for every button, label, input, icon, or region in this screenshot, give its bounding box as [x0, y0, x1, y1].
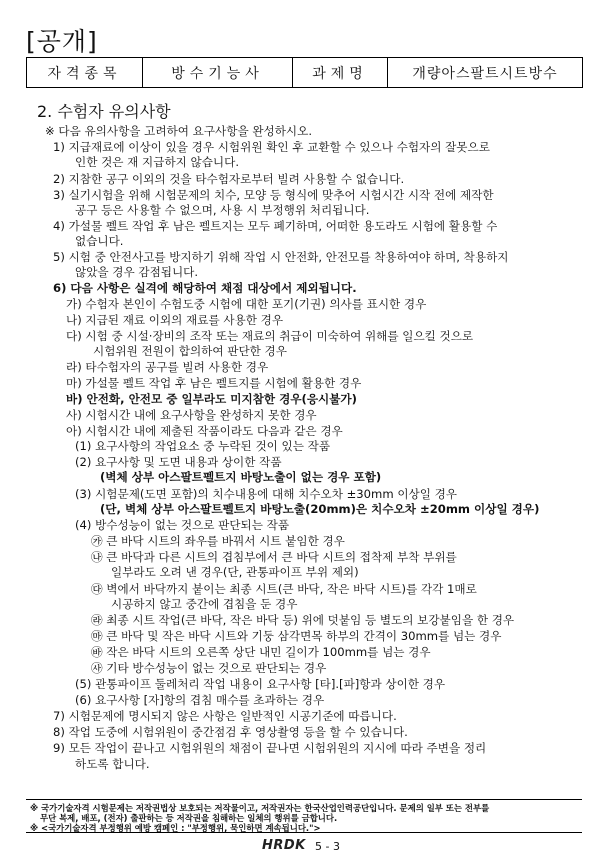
- instruction-line: ㉯ 큰 바닥과 다른 시트의 겹침부에서 큰 바닥 시트의 접착제 부착 부위를: [91, 550, 457, 564]
- task-value: 개량아스팔트시트방수: [388, 58, 583, 88]
- campaign-line: ※ <국가기술자격 부정행위 예방 캠페인 : "부정행위, 묵인하면 계속됩니다.">: [30, 823, 321, 833]
- instruction-line: 공구 등은 사용할 수 없으며, 사용 시 부정행위 처리됩니다.: [75, 203, 370, 217]
- instruction-line: ㉰ 벽에서 바닥까지 붙이는 최종 시트(큰 바닥, 작은 바닥 시트)를 각각 1매로: [91, 582, 477, 596]
- instruction-line: 7) 시험문제에 명시되지 않은 사항은 일반적인 시공기준에 따릅니다.: [53, 709, 397, 723]
- instruction-line: 인한 것은 재 지급하지 않습니다.: [75, 155, 240, 169]
- page-number: 5 - 3: [315, 840, 340, 853]
- instruction-line: 일부라도 오려 낸 경우(단, 관통파이프 부위 제외): [111, 565, 359, 579]
- public-badge: [공개]: [26, 27, 98, 56]
- qualification-value: 방수기능사: [143, 58, 293, 88]
- instruction-line: (6) 요구사항 [자]항의 겹침 매수를 초과하는 경우: [75, 693, 325, 707]
- instruction-line: 8) 작업 도중에 시험위원이 중간점검 후 영상촬영 등을 할 수 있습니다.: [53, 725, 408, 739]
- qualification-label: 자격종목: [27, 58, 143, 88]
- instruction-line: 없습니다.: [75, 234, 124, 248]
- instruction-line: ㉴ 기타 방수성능이 없는 것으로 판단되는 경우: [91, 661, 327, 675]
- instruction-line: 가) 수험자 본인이 수험도중 시험에 대한 포기(기권) 의사를 표시한 경우: [66, 297, 427, 311]
- instruction-line: (벽체 상부 아스팔트펠트지 바탕노출이 없는 경우 포함): [100, 470, 382, 484]
- instruction-line: 아) 시험시간 내에 제출된 작품이라도 다음과 같은 경우: [66, 424, 343, 438]
- instruction-line: (2) 요구사항 및 도면 내용과 상이한 작품: [75, 455, 282, 469]
- instruction-line: 3) 실기시험을 위해 시험문제의 치수, 모양 등 형식에 맞추어 시험시간 시작 전에 제작한: [53, 188, 494, 202]
- instruction-line: 2) 지참한 공구 이외의 것을 타수험자로부터 빌려 사용할 수 없습니다.: [53, 172, 405, 186]
- instruction-line: 바) 안전화, 안전모 중 일부라도 미지참한 경우(응시불가): [66, 392, 357, 406]
- instruction-line: ㉳ 작은 바닥 시트의 오른쪽 상단 내민 길이가 100mm를 넘는 경우: [91, 645, 431, 659]
- instruction-line: ※ 다음 유의사항을 고려하여 요구사항을 완성하시오.: [45, 124, 313, 138]
- instruction-line: 마) 가설물 펠트 작업 후 남은 펠트지를 시험에 활용한 경우: [66, 376, 362, 390]
- instruction-line: (3) 시험문제(도면 포함)의 치수내용에 대해 치수오차 ±30mm 이상일 경우: [75, 487, 457, 501]
- instruction-line: 하도록 합니다.: [75, 757, 150, 771]
- instruction-line: 1) 지급재료에 이상이 있을 경우 시험위원 확인 후 교환할 수 있으나 수험자의 잘못으로: [53, 140, 490, 154]
- copyright-line: 무단 복제, 배포, (전자) 출판하는 등 저작권을 침해하는 일체의 행위를 금합니다.: [40, 813, 338, 823]
- instruction-line: 라) 타수험자의 공구를 빌려 사용한 경우: [66, 360, 269, 374]
- instruction-line: 나) 지급된 재료 이외의 재료를 사용한 경우: [66, 313, 284, 327]
- instruction-line: 9) 모든 작업이 끝나고 시험위원의 채점이 끝나면 시험위원의 지시에 따라 주변을 정리: [53, 741, 487, 755]
- copyright-notice: [26, 799, 582, 833]
- instruction-line: ㉱ 최종 시트 작업(큰 바닥, 작은 바닥 등) 위에 덧붙임 등 별도의 보강붙임을 한 경우: [91, 613, 515, 627]
- instruction-line: 시공하지 않고 중간에 겹침을 둔 경우: [111, 597, 298, 611]
- instruction-line: 않았을 경우 감점됩니다.: [75, 265, 199, 279]
- instruction-line: 6) 다음 사항은 실격에 해당하여 채점 대상에서 제외됩니다.: [53, 281, 357, 295]
- section-title: 2. 수험자 유의사항: [37, 102, 171, 121]
- hrdk-logo: HRDK: [262, 838, 306, 853]
- instruction-line: ㉮ 큰 바닥 시트의 좌우를 바꿔서 시트 붙임한 경우: [91, 534, 345, 548]
- instruction-line: 시험위원 전원이 합의하여 판단한 경우: [93, 344, 287, 358]
- exam-info-table: [26, 57, 583, 88]
- instruction-line: (5) 관통파이프 둘레처리 작업 내용이 요구사항 [타].[파]항과 상이한 경우: [75, 677, 446, 691]
- instruction-line: 5) 시험 중 안전사고를 방지하기 위해 작업 시 안전화, 안전모를 착용하여야 하며, 착용하지: [53, 250, 509, 264]
- copyright-line: ※ 국가기술자격 시험문제는 저작권법상 보호되는 저작물이고, 저작권자는 한국산업인력공단입니다. 문제의 일부 또는 전부를: [30, 803, 490, 813]
- instruction-line: (단, 벽체 상부 아스팔트펠트지 바탕노출(20mm)은 치수오차 ±20mm 이상일 경우): [100, 502, 540, 516]
- task-label: 과제명: [293, 58, 388, 88]
- instruction-line: (4) 방수성능이 없는 것으로 판단되는 작품: [75, 518, 290, 532]
- instruction-line: 다) 시험 중 시설·장비의 조작 또는 재료의 취급이 미숙하여 위해를 일으킬 것으로: [66, 329, 474, 343]
- instruction-line: 4) 가설물 펠트 작업 후 남은 펠트지는 모두 폐기하며, 어떠한 용도라도 시험에 활용할 수: [53, 219, 498, 233]
- instruction-line: 사) 시험시간 내에 요구사항을 완성하지 못한 경우: [66, 408, 317, 422]
- instruction-line: ㉲ 큰 바닥 및 작은 바닥 시트와 기둥 삼각면목 하부의 간격이 30mm를 넘는 경우: [91, 629, 502, 643]
- instruction-line: (1) 요구사항의 작업요소 중 누락된 것이 있는 작품: [75, 439, 331, 453]
